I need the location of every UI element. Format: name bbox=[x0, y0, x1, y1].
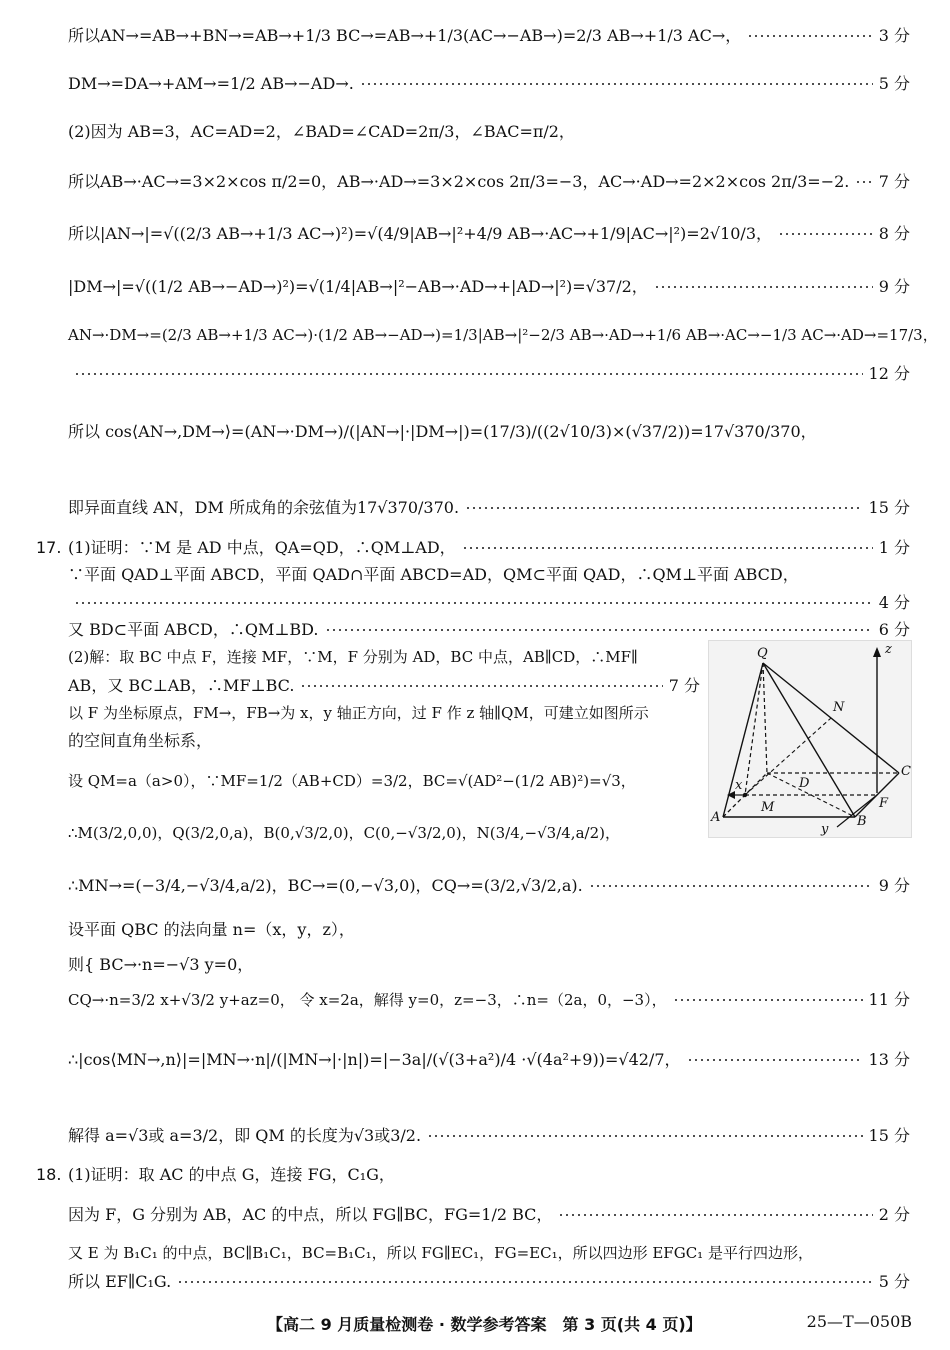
solution-line: |DM→|=√((1/2 AB→−AD→)²)=√(1/4|AB→|²−AB→·AD→+|AD→|²)=√37/2， 9 分 bbox=[68, 277, 910, 296]
label-c: C bbox=[901, 764, 911, 779]
score-label: 4 分 bbox=[878, 593, 910, 612]
solution-line: DM→=DA→+AM→=1/2 AB→−AD→. 5 分 bbox=[68, 74, 910, 93]
solution-line: 的空间直角坐标系， bbox=[68, 731, 213, 750]
question-number: 18. bbox=[36, 1165, 62, 1184]
label-z: z bbox=[885, 642, 892, 657]
solution-line: AB，又 BC⊥AB，∴MF⊥BC. 7 分 bbox=[68, 676, 700, 695]
solution-line: 设平面 QBC 的法向量 n=（x，y，z）， bbox=[68, 920, 355, 939]
label-b: B bbox=[857, 814, 867, 829]
solution-line: 又 E 为 B₁C₁ 的中点，BC∥B₁C₁，BC=B₁C₁，所以 FG∥EC₁，FG=EC₁，所以四边形 EFGC₁ 是平行四边形， bbox=[68, 1244, 813, 1262]
label-a: A bbox=[711, 810, 721, 825]
score-label: 1 分 bbox=[878, 538, 910, 557]
solution-line: 所以AN→=AB→+BN→=AB→+1/3 BC→=AB→+1/3(AC→−AB→)=2/3 AB→+1/3 AC→， 3 分 bbox=[68, 26, 910, 45]
label-f: F bbox=[879, 796, 889, 811]
solution-line: 解得 a=√3或 a=3/2，即 QM 的长度为√3或3/2. 15 分 bbox=[68, 1126, 910, 1145]
label-y: y bbox=[821, 822, 829, 837]
solution-line: (2)因为 AB=3，AC=AD=2，∠BAD=∠CAD=2π/3，∠BAC=π/2， bbox=[68, 122, 575, 141]
question-number: 17. bbox=[36, 538, 62, 557]
score-label: 11 分 bbox=[868, 990, 910, 1009]
solution-line: AN→·DM→=(2/3 AB→+1/3 AC→)·(1/2 AB→−AD→)=1/3|AB→|²−2/3 AB→·AD→+1/6 AB→·AC→−1/3 AC→·AD→=17/3， bbox=[68, 326, 938, 344]
score-label: 7 分 bbox=[878, 172, 910, 191]
label-m: M bbox=[761, 800, 775, 815]
pyramid-diagram bbox=[709, 641, 911, 837]
solution-line: ∴M(3/2,0,0)，Q(3/2,0,a)，B(0,√3/2,0)，C(0,−√3/2,0)，N(3/4,−√3/4,a/2)， bbox=[68, 824, 620, 842]
label-n: N bbox=[833, 700, 845, 715]
pyramid-coordinate-figure bbox=[708, 640, 912, 838]
solution-line: 所以 cos⟨AN→,DM→⟩=(AN→·DM→)/(|AN→|·|DM→|)=(17/3)/((2√10/3)×(√37/2))=17√370/370， bbox=[68, 422, 817, 441]
solution-line: 以 F 为坐标原点，FM→，FB→为 x，y 轴正方向，过 F 作 z 轴∥QM，可建立如图所示 bbox=[68, 704, 649, 722]
solution-line bbox=[68, 364, 910, 383]
score-label: 2 分 bbox=[878, 1205, 910, 1224]
solution-line: 又 BD⊂平面 ABCD，∴QM⊥BD. 6 分 bbox=[68, 620, 910, 639]
score-label: 9 分 bbox=[878, 277, 910, 296]
score-label: 15 分 bbox=[868, 1126, 910, 1145]
solution-line: ∴|cos⟨MN→,n⟩|=|MN→·n|/(|MN→|·|n|)=|−3a|/(√(3+a²)/4 ·√(4a²+9))=√42/7， 13 分 bbox=[68, 1050, 910, 1069]
score-label: 5 分 bbox=[878, 74, 910, 93]
footer-title: 【高二 9 月质量检测卷 · 数学参考答案 第 3 页(共 4 页)】 bbox=[267, 1315, 702, 1334]
solution-line: 则{ BC→·n=−√3 y=0， bbox=[68, 955, 254, 974]
solution-line: CQ→·n=3/2 x+√3/2 y+az=0， 令 x=2a，解得 y=0，z=−3，∴n=（2a，0，−3）， 11 分 bbox=[68, 990, 910, 1009]
solution-line: ∵平面 QAD⊥平面 ABCD，平面 QAD∩平面 ABCD=AD，QM⊂平面 QAD，∴QM⊥平面 ABCD， bbox=[68, 565, 799, 584]
solution-line: 所以|AN→|=√((2/3 AB→+1/3 AC→)²)=√(4/9|AB→|²+4/9 AB→·AC→+1/9|AC→|²)=2√10/3， 8 分 bbox=[68, 224, 910, 243]
score-label: 3 分 bbox=[878, 26, 910, 45]
score-label: 12 分 bbox=[868, 364, 910, 383]
label-q: Q bbox=[757, 646, 768, 661]
solution-line: (1)证明：∵M 是 AD 中点，QA=QD，∴QM⊥AD， 1 分 bbox=[68, 538, 910, 557]
score-label: 9 分 bbox=[878, 876, 910, 895]
solution-line: (2)解：取 BC 中点 F，连接 MF，∵M，F 分别为 AD，BC 中点，AB∥CD，∴MF∥ bbox=[68, 648, 638, 666]
solution-line: ∴MN→=(−3/4,−√3/4,a/2)，BC→=(0,−√3,0)，CQ→=(3/2,√3/2,a). 9 分 bbox=[68, 876, 910, 895]
score-label: 7 分 bbox=[668, 676, 700, 695]
score-label: 5 分 bbox=[878, 1272, 910, 1291]
label-d: D bbox=[799, 776, 810, 791]
solution-line: 所以 EF∥C₁G. 5 分 bbox=[68, 1272, 910, 1291]
page-footer bbox=[0, 1312, 950, 1336]
footer-code: 25—T—050B bbox=[806, 1312, 912, 1331]
score-label: 6 分 bbox=[878, 620, 910, 639]
solution-line: 因为 F，G 分别为 AB，AC 的中点，所以 FG∥BC，FG=1/2 BC， 2 分 bbox=[68, 1205, 910, 1224]
solution-line: 设 QM=a（a>0），∵MF=1/2（AB+CD）=3/2，BC=√(AD²−(1/2 AB)²)=√3， bbox=[68, 772, 636, 790]
score-label: 15 分 bbox=[868, 498, 910, 517]
solution-line: 所以AB→·AC→=3×2×cos π/2=0，AB→·AD→=3×2×cos 2π/3=−3，AC→·AD→=2×2×cos 2π/3=−2. 7 分 bbox=[68, 172, 910, 191]
solution-line bbox=[68, 593, 910, 612]
score-label: 8 分 bbox=[878, 224, 910, 243]
score-label: 13 分 bbox=[868, 1050, 910, 1069]
solution-line: (1)证明：取 AC 的中点 G，连接 FG，C₁G， bbox=[68, 1165, 395, 1184]
solution-line: 即异面直线 AN，DM 所成角的余弦值为17√370/370. 15 分 bbox=[68, 498, 910, 517]
label-x: x bbox=[735, 778, 743, 793]
